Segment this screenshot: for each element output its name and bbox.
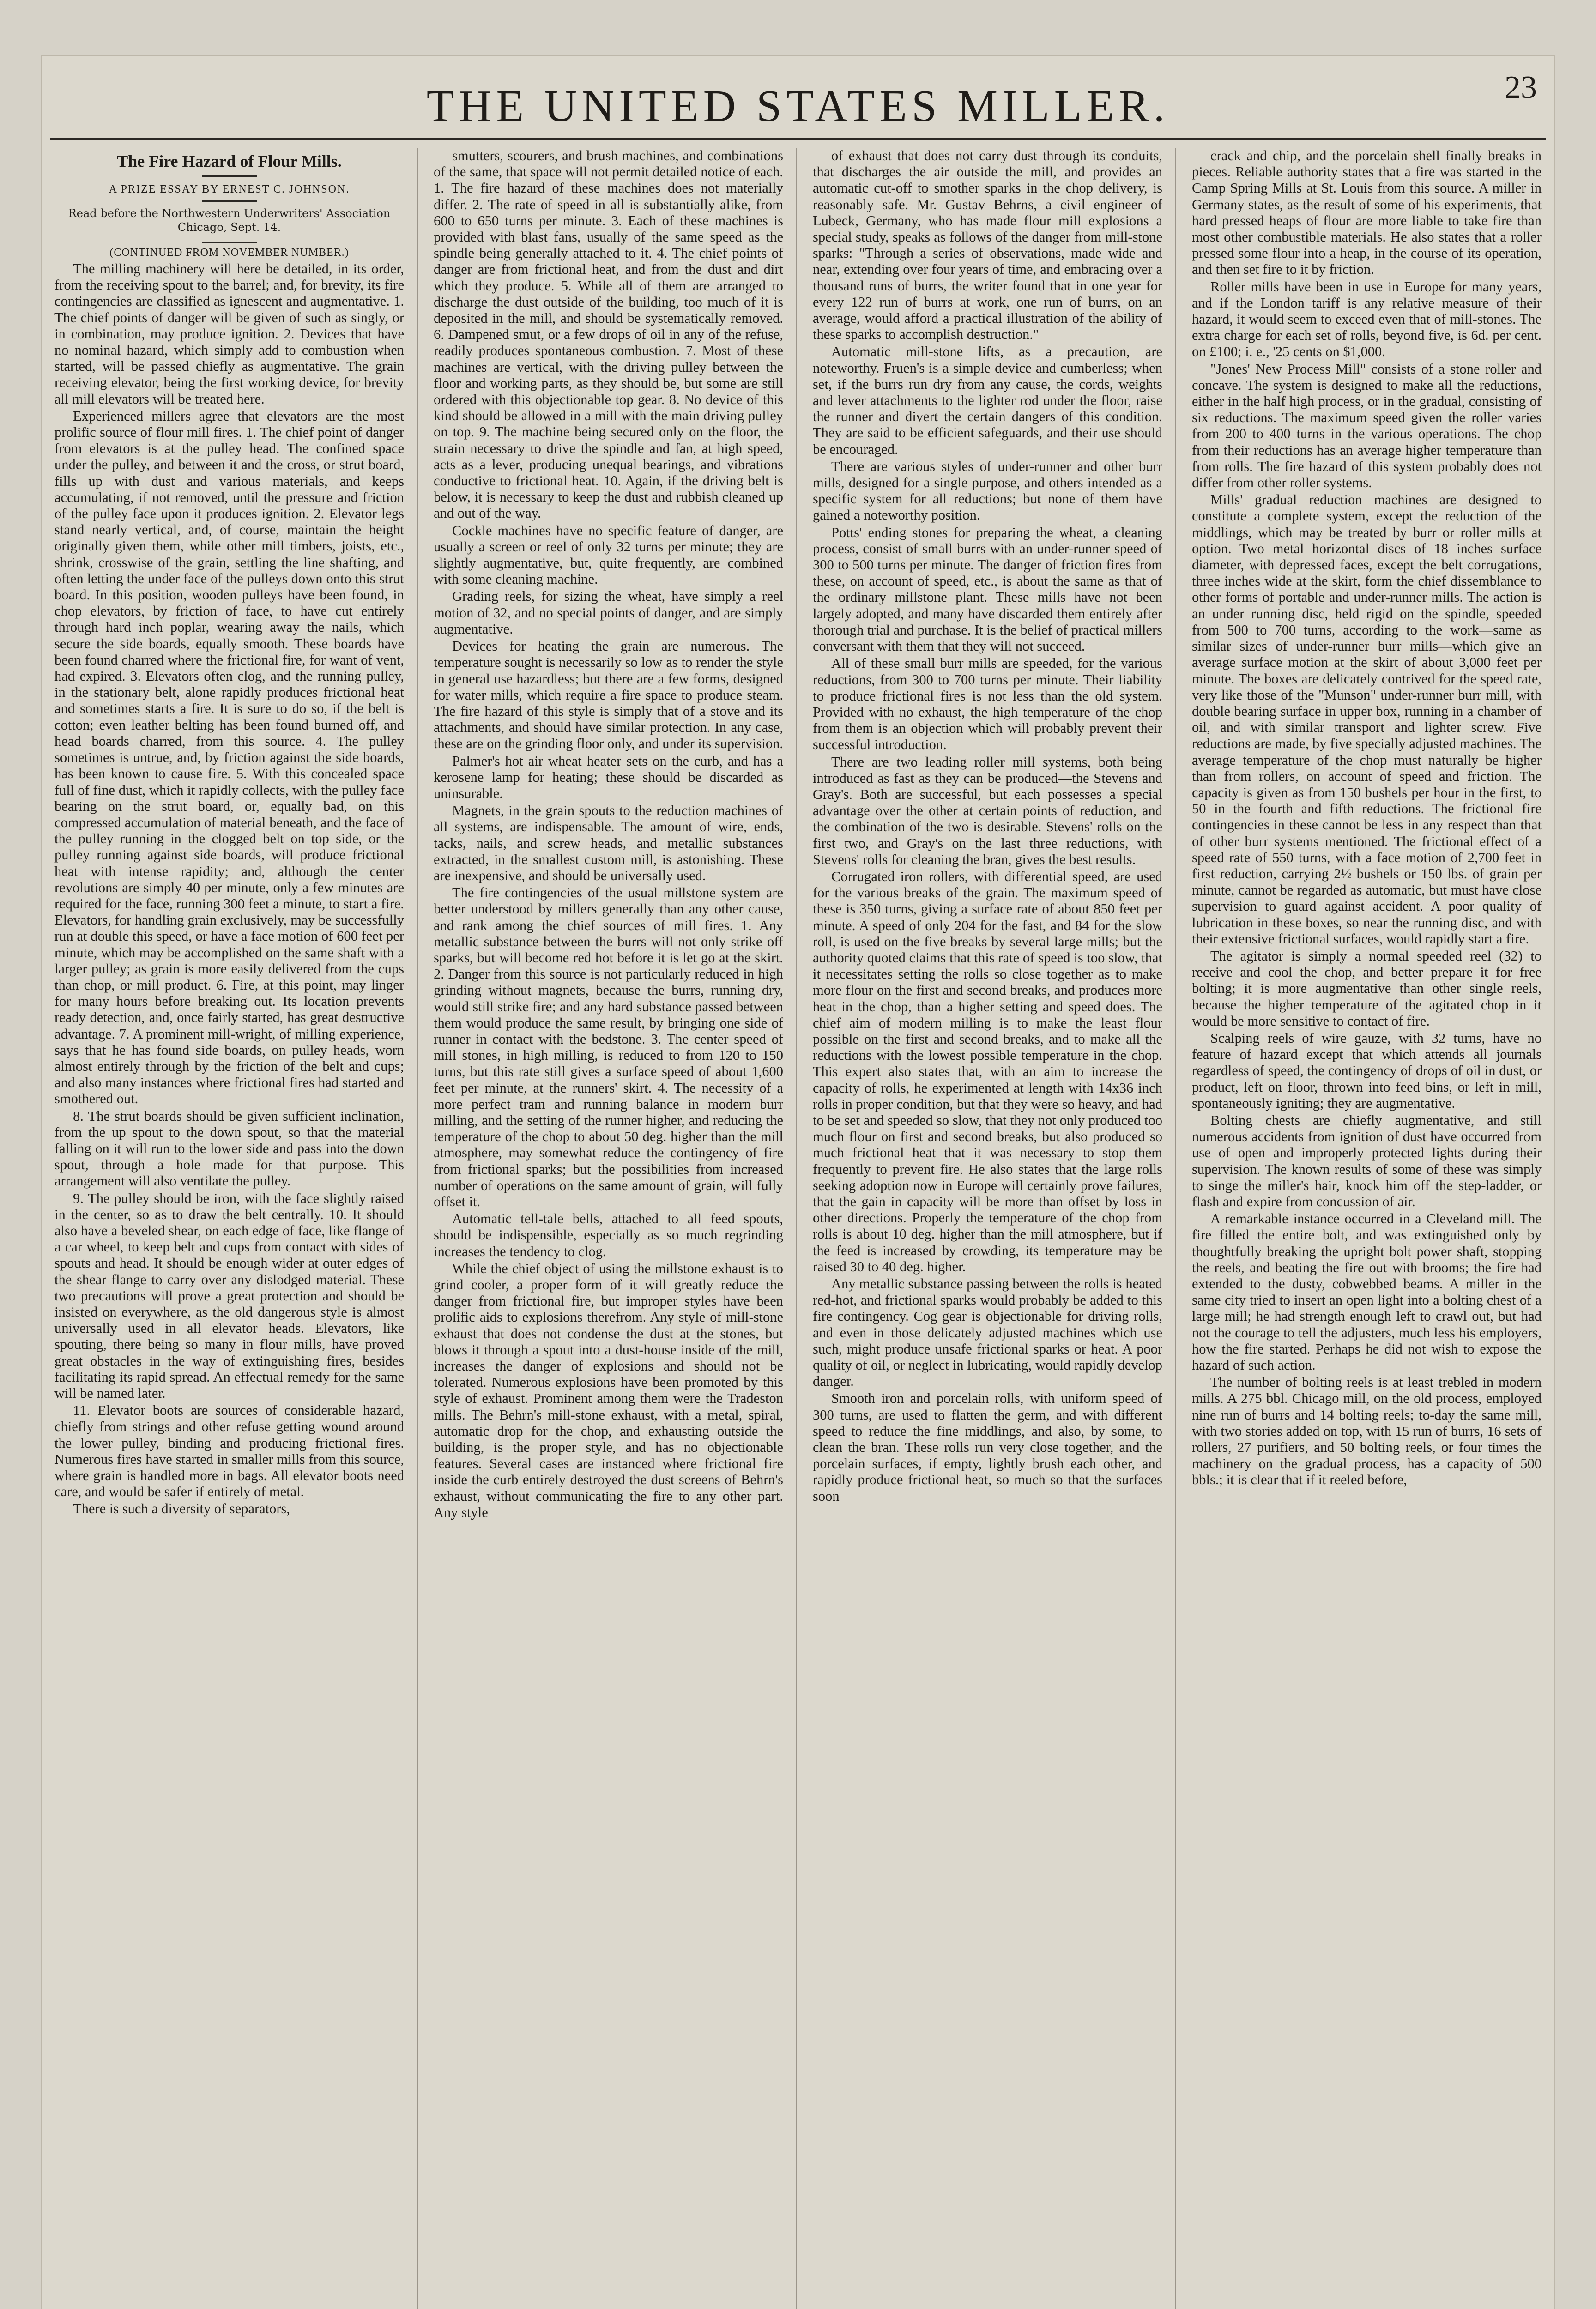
article-paragraph: Roller mills have been in use in Europe for many years, and if the London tariff is any relative measure of their hazard, it would seem to exceed even that of mill-stones. The extra charge for each set of rolls, beyond five, is 6d. per cent. on £100; i. e., '25 cents on $1,000. — [1192, 278, 1542, 360]
article-paragraph: There are two leading roller mill systems, both being introduced as fast as they can be produced—the Stevens and Gray's. Both are successful, but each possesses a special advantage over the other at certain points of reduction, and the combination of the two is desirable. Stevens' rolls on the first two, and Gray's on the last three reductions, with Stevens' rolls for cleaning the bran, gives the best results. — [813, 754, 1162, 867]
article-paragraph: Automatic tell-tale bells, attached to all feed spouts, should be indispensible, especially as so much regrinding increases the tendency to clog. — [434, 1211, 783, 1259]
page-number: 23 — [1505, 70, 1537, 105]
article-paragraph: Magnets, in the grain spouts to the reduction machines of all systems, are indispensable. The amount of wire, ends, tacks, nails, and screw heads, and metallic substances extracted, in the smallest custom mill, is astonishing. These are inexpensive, and should be universally used. — [434, 803, 783, 883]
divider — [202, 242, 257, 243]
article-paragraph: Bolting chests are chiefly augmentative, and still numerous accidents from ignition of dust have occurred from use of open and improperly protected lights during their supervision. The known results of some of these was simply to singe the miller's hair, knock him off the step-ladder, or flash and expire from concussion of air. — [1192, 1112, 1542, 1209]
article-paragraph: Devices for heating the grain are numerous. The temperature sought is necessarily so low as to render the style in general use hazardless; but there are a few forms, designed for water mills, which require a fire space to produce steam. The fire hazard of this style is simply that of a stove and its attachments, and should have similar protection. In any case, these are on the grinding floor only, and under its supervision. — [434, 638, 783, 752]
article-paragraph: All of these small burr mills are speeded, for the various reductions, from 300 to 700 turns per minute. Their liability to produce frictional fires is not less than the old system. Provided with no exhaust, the high temperature of the chop from them is an objection which will probably prevent their successful introduction. — [813, 655, 1162, 753]
column-body — [813, 148, 1162, 1505]
article-paragraph: Automatic mill-stone lifts, as a precaution, are noteworthy. Fruen's is a simple device and cumberless; when set, if the burrs run dry from any cause, the cords, weights and lever attachments to the lighter rod under the floor, raise the runner and divert the certain dangers of this condition. They are said to be efficient safeguards, and their use should be encouraged. — [813, 344, 1162, 457]
article-paragraph: Cockle machines have no specific feature of danger, are usually a screen or reel of only 32 turns per minute; they are slightly augmentative, but, quite frequently, are combined with some cleaning machine. — [434, 522, 783, 587]
column-body — [54, 261, 404, 1517]
article-paragraph: There is such a diversity of separators, — [73, 1501, 290, 1517]
article-paragraph: Smooth iron and porcelain rolls, with uniform speed of 300 turns, are used to flatten the germ, and with different speed to reduce the fine middlings, and also, by some, to clean the bran. These rolls run very close together, and the porcelain surfaces, if empty, lightly brush each other, and rapidly produce frictional heat, so much so that the surfaces soon — [813, 1390, 1162, 1504]
divider — [202, 200, 257, 202]
newspaper-page — [41, 55, 1555, 2309]
article-paragraph: 9. The pulley should be iron, with the face slightly raised in the center, so as to draw the belt centrally. 10. It should also have a beveled shear, on each edge of face, like flange of a car wheel, to keep belt and cups from contact with sides of spouts and head. It should be enough wider at outer edges of the shear flange to carry over any dislodged material. These two precautions will prove a great protection and should be insisted on everywhere, as the old dangerous style is almost universally used in all elevator heads. Elevators, like spouting, there being so many in flour mills, have proved great obstacles in the way of extinguishing fires, besides facilitating its rapid spread. An effectual remedy for the same will be named later. — [54, 1190, 404, 1402]
article-paragraph: While the chief object of using the millstone exhaust is to grind cooler, a proper form of it will greatly reduce the danger from frictional fire, but improper styles have been prolific aids to explosions therefrom. Any style of mill-stone exhaust that does not condense the dust at the stones, but blows it through a spout into a dust-house inside of the mill, increases the danger of explosions and should not be tolerated. Numerous explosions have been promoted by this style of exhaust. Prominent among them were the Tradeston mills. The Behrn's mill-stone exhaust, with a metal, spiral, automatic drop for the chop, and exhausting outside the building, is the proper style, and has no objectionable features. Several cases are instanced where frictional fire inside the curb entirely destroyed the dust screens of Behrn's exhaust, without communicating the fire to any other part. Any style — [434, 1260, 783, 1520]
article-paragraph: The number of bolting reels is at least trebled in modern mills. A 275 bbl. Chicago mill, on the old process, employed nine run of burrs and 14 bolting reels; to-day the same mill, with two stories added on top, with 15 run of burrs, 16 sets of rollers, 27 purifiers, and 50 bolting reels, or four times the machinery on the gradual process, has a capacity of 500 bbls.; it is clear that if it reeled before, — [1192, 1374, 1542, 1488]
article-paragraph: "Jones' New Process Mill" consists of a stone roller and concave. The system is designed to make all the reductions, either in the half high process, or in the gradual, consisting of six reductions. The maximum speed given the roller varies from 200 to 400 turns in the various operations. The chop from their reductions has an average higher temperature than from rolls. The fire hazard of this system probably does not differ from other roller systems. — [1192, 361, 1542, 491]
article-paragraph: Any metallic substance passing between the rolls is heated red-hot, and frictional sparks would probably be added to this fire contingency. Cog gear is objectionable for driving rolls, and even in those delicately adjusted machines which use such, might produce unsafe frictional sparks or heat. A poor quality of oil, or neglect in lubricating, would rapidly develop danger. — [813, 1276, 1162, 1390]
article-paragraph: Corrugated iron rollers, with differential speed, are used for the various breaks of the grain. The maximum speed of these is 350 turns, giving a surface rate of about 850 feet per minute. A speed of only 204 for the fast, and 84 for the slow roll, is used on the five breaks by several large mills; but the authority quoted claims that this rate of speed is too slow, that it necessitates setting the rolls so close together as to make more flour on the first and second breaks, and produces more heat in the chop, than a higher setting and speed does. The chief aim of modern milling is to make the least flour possible on the first and second breaks, and to make all the reductions with the lowest possible temperature in the chop. This expert also states that, with an aim to increase the capacity of rolls, he experimented at length with 14x36 inch rolls in proper condition, but that they were so heavy, and had to be set and speeded so slow, that they not only produced too much flour on first and second breaks, but also produced so much frictional heat that it was necessary to stop them frequently to prevent fire. He also states that the large rolls seeking adoption now in Europe will certainly prove failures, that the gain in capacity will be more than offset by loss in other directions. Properly the temperature of the chop from rolls is about 10 deg. higher than the mill atmosphere, but if the feed is increased by crowding, its temperature may be raised 30 to 40 deg. higher. — [813, 868, 1162, 1275]
article-read-before: Read before the Northwestern Underwriters' Association Chicago, Sept. 14. — [68, 207, 391, 234]
article-paragraph: A remarkable instance occurred in a Cleveland mill. The fire filled the entire bolt, and was extinguished only by thoughtfully breaking the upright bolt power shaft, stopping the reels, and beating the fire out with brooms; the fire had extended to the dusty, cobwebbed beams. A miller in the same city tried to insert an open light into a bolting chest of a large mill; he had strength enough left to crawl out, but had not the courage to tell the adjusters, much less his employers, how the fire started. Perhaps he did not wish to expose the hazard of such action. — [1192, 1211, 1542, 1373]
masthead-rule — [50, 138, 1546, 140]
article-paragraph: The agitator is simply a normal speeded reel (32) to receive and cool the chop, and better prepare it for free bolting; it is more augmentative than other single reels, because the higher temperature of the agitated chop in it would be more sensitive to contact of fire. — [1192, 948, 1542, 1029]
article-continued-note: (CONTINUED FROM NOVEMBER NUMBER.) — [109, 247, 349, 259]
masthead — [41, 74, 1555, 139]
article-paragraph: Grading reels, for sizing the wheat, have simply a reel motion of 32, and no special points of danger, and are simply augmentative. — [434, 588, 783, 637]
article-paragraph: There are various styles of under-runner and other burr mills, designed for a single purpose, and others intended as a specific system for all reductions; but none of them have gained a noteworthy position. — [813, 458, 1162, 523]
column-1 — [54, 148, 418, 2309]
column-body — [1192, 148, 1542, 1488]
article-paragraph: of exhaust that does not carry dust through its conduits, that discharges the air outside the mill, and provides an automatic cut-off to smother sparks in the chop delivery, is reasonably safe. Mr. Gustav Behrns, a civil engineer of Lubeck, Germany, who has made flour mill explosions a special study, speaks as follows of the danger from mill-stone sparks: "Through a series of observations, made wide and near, extending over four years of time, and embracing over a thousand runs of burrs, the writer found that in one year for every 122 run of burrs at work, one run of burrs, on an average, would afford a practical illustration of the ability of these sparks to accomplish destruction." — [813, 148, 1162, 343]
article-paragraph: crack and chip, and the porcelain shell finally breaks in pieces. Reliable authority states that a fire was started in the Camp Spring Mills at St. Louis from this source. A miller in Germany states, as the result of some of his experiments, that hard pressed heaps of flour are more liable to take fire than most other combustible materials. He also states that a roller pressed some flour into a heap, in the course of its operation, and then set fire to it by friction. — [1192, 148, 1542, 278]
masthead-title: THE UNITED STATES MILLER. — [426, 81, 1170, 131]
column-3 — [813, 148, 1176, 2309]
article-paragraph: Scalping reels of wire gauze, with 32 turns, have no feature of hazard except that which attends all journals regardless of speed, the contingency of drops of oil in dust, or product, left on floor, thrown into feed bins, or left in mill, spontaneously igniting; they are augmentative. — [1192, 1030, 1542, 1111]
article-title: The Fire Hazard of Flour Mills. — [117, 152, 342, 170]
article-paragraph: 8. The strut boards should be given sufficient inclination, from the up spout to the down spout, so that the material falling on it will run to the lower side and pass into the down spout, through a hole made for that purpose. This arrangement will also ventilate the pulley. — [54, 1108, 404, 1189]
article-paragraph: Experienced millers agree that elevators are the most prolific source of flour mill fires. 1. The chief point of danger from elevators is at the pulley head. The confined space under the pulley, and between it and the cross, or strut board, fills up with dust and various materials, and keeps accumulating, if not removed, until the pressure and friction of the pulley face upon it produces ignition. 2. Elevator legs stand nearly vertical, and, of course, maintain the height originally given them, while other mill timbers, joists, etc., shrink, crosswise of the grain, settling the line shafting, and often letting the under face of the pulleys down onto this strut board. In this position, wooden pulleys have been found, in chop elevators, by friction of face, to have cut entirely through hard inch poplar, wearing away the nails, which secure the side boards, equally smooth. These boards have been found charred where the frictional fire, for want of vent, had expired. 3. Elevators often clog, and the running pulley, in the stationary belt, alone rapidly produces frictional heat and sometimes starts a fire. It is sure to do so, if the belt is cotton; even leather belting has been found burned off, and head boards charred, from this source. 4. The pulley sometimes is untrue, and, by friction against the side boards, has been known to cause fire. 5. With this concealed space full of fine dust, which it rapidly collects, with the pulley face bearing on the strut board, or, equally bad, on this compressed accumulation of material beneath, and the face of the pulley running in the clogged belt on top side, or the pulley running against side boards, will produce frictional heat with intense rapidity; and, although the center revolutions are simply 40 per minute, only a few minutes are required for the face, running 300 feet a minute, to start a fire. Elevators, for handling grain exclusively, may be successfully run at double this speed, or have a face motion of 600 feet per minute, which may be accomplished on the same shaft with a larger pulley; as grain is more easily delivered from the cups than chop, or mill product. 6. Fire, at this point, may linger for many hours before breaking out. Its location prevents ready detection, and, once fairly started, has great destructive advantage. 7. A prominent mill-wright, of milling experience, says that he has found side boards, on pulley heads, worn almost entirely through by the friction of the belt and cups; and also many instances where frictional fires had started and smothered out. — [54, 408, 404, 1107]
article-paragraph: Palmer's hot air wheat heater sets on the curb, and has a kerosene lamp for heating; these should be discarded as uninsurable. — [434, 753, 783, 801]
article-paragraph: 11. Elevator boots are sources of considerable hazard, chiefly from strings and other refuse getting wound around the lower pulley, binding and producing frictional fires. Numerous fires have started in smaller mills from this source, where grain is handled more in bags. All elevator boots need care, and would be safer if entirely of metal. — [54, 1402, 404, 1500]
article-paragraph: smutters, scourers, and brush machines, and combinations of the same, that space will not permit detailed notice of each. 1. The fire hazard of these machines does not materially differ. 2. The rate of speed in all is substantially alike, from 600 to 650 turns per minute. 3. Each of these machines is provided with blast fans, usually of the same speed as the spindle being generally attached to it. 4. The chief points of danger are from frictional heat, and from the dust and dirt which they produce. 5. While all of them are arranged to discharge the dust outside of the building, too much of it is deposited in the mill, and should be systematically removed. 6. Dampened smut, or a few drops of oil in any of the refuse, readily produces spontaneous combustion. 7. Most of these machines are vertical, with the driving pulley between the floor and working parts, as they should be, but some are still ordered with this objectionable top gear. 8. No device of this kind should be allowed in a mill with the main driving pulley on top. 9. The machine being secured only on the floor, the strain necessary to drive the spindle and fan, at high speed, acts as a lever, producing unequal bearings, and vibrations conductive to frictional heat. 10. Again, if the driving belt is below, it is necessary to keep the dust and rubbish cleaned up and out of the way. — [434, 148, 783, 521]
column-4 — [1192, 148, 1542, 2309]
article-paragraph: Potts' ending stones for preparing the wheat, a cleaning process, consist of small burrs with an under-runner speed of 300 to 500 turns per minute. The danger of friction fires from these, on account of speed, etc., is about the same as that of the ordinary millstone plant. These mills have not been largely adopted, and many have discarded them entirely after thorough trial and purchase. It is the belief of practical millers conversant with them that they will not succeed. — [813, 524, 1162, 654]
article-paragraph: The milling machinery will here be detailed, in its order, from the receiving spout to the barrel; and, for brevity, its fire contingencies are classified as ignescent and augmentative. 1. The chief points of danger will be given of such as singly, or in combination, may produce ignition. 2. Devices that have no nominal hazard, which simply add to combustion when started, will be passed chiefly as augmentative. The grain receiving elevator, being the first working device, for brevity all mill elevators will be treated here. — [54, 261, 404, 407]
article-paragraph: Mills' gradual reduction machines are designed to constitute a complete system, except the reduction of the middlings, which may be treated by burr or roller mills at option. Two metal horizontal discs of 18 inches surface diameter, with depressed faces, except the belt corrugations, three inches wide at the skirt, form the chief dissemblance to other forms of portable and under-runner mills. The action is an under running disc, held rigid on the spindle, speeded from 500 to 700 turns, according to the work—same as similar sizes of under-runner burr mills—which give an average surface motion at the skirt of about 3,000 feet per minute. The boxes are delicately contrived for the speed rate, very like those of the "Munson" under-runner burr mill, with double bearing surface in upper box, running in a chamber of oil, and with similar transport and lighter screw. Five reductions are made, by five specially adjusted machines. The average temperature of the chop must naturally be higher than from rollers, on account of speed and friction. The capacity is given as from 150 bushels per hour in the first, to 50 in the fourth and fifth reductions. The frictional fire contingencies in these cannot be less in any respect than that of other burr systems mentioned. The frictional effect of a speed rate of 550 turns, with a face motion of 2,700 feet in first reduction, carrying 2½ bushels or 150 lbs. of grain per minute, cannot be regarded as automatic, but must have close supervision to guard against accident. A poor quality of lubrication in these boxes, so near the running disc, and with their extensive frictional surfaces, would rapidly start a fire. — [1192, 492, 1542, 947]
article-byline: A PRIZE ESSAY BY ERNEST C. JOHNSON. — [109, 183, 350, 195]
article-paragraph: The fire contingencies of the usual millstone system are better understood by millers generally than any other cause, and rank among the chief sources of mill fires. 1. Any metallic substance between the burrs will not only strike off sparks, but will become red hot before it is let go at the skirt. 2. Danger from this source is not particularly reduced in high grinding without magnets, because the burrs, running dry, would still strike fire; and any hard substance passed between them would produce the same result, by bringing one side of runner in contact with the bedstone. 3. The center speed of mill stones, in high milling, is reduced to from 120 to 150 turns, but this rate still gives a surface speed of about 1,600 feet per minute, at the runners' skirt. 4. The necessity of a more perfect tram and running balance in modern burr milling, and the setting of the runner higher, and reducing the temperature of the chop to about 50 deg. higher than the mill atmosphere, may somewhat reduce the contingency of fire from frictional sparks; but the possibilities from increased number of operations on the same amount of grain, will fully offset it. — [434, 885, 783, 1209]
column-body — [434, 148, 783, 1521]
column-2 — [434, 148, 797, 2309]
divider — [202, 175, 257, 177]
columns — [54, 148, 1542, 2309]
